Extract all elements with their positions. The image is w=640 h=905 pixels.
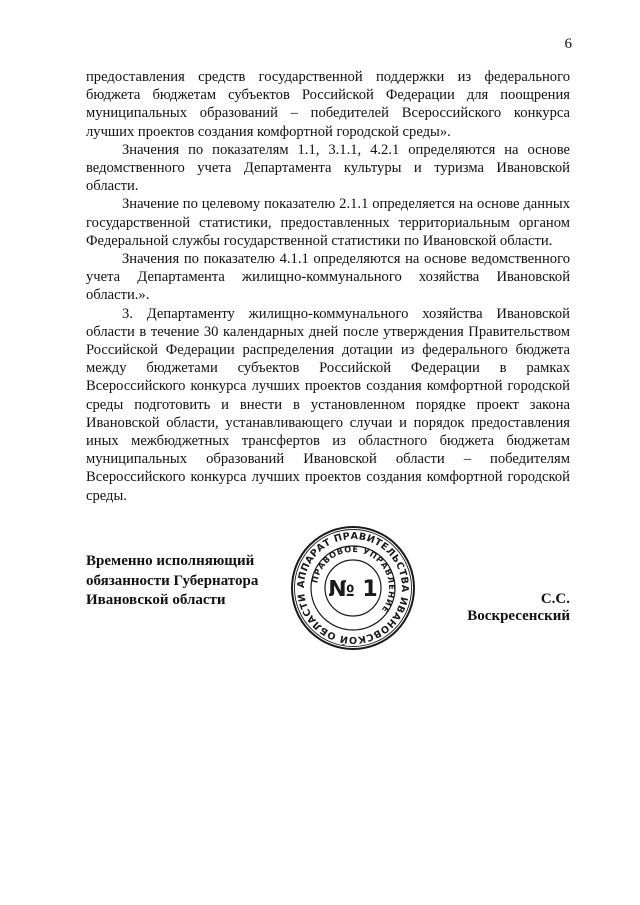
signatory-name: С.С. Воскресенский	[467, 591, 570, 624]
paragraph: предоставления средств государственной поддержки из федерального бюджета бюджетам субъектов Российской Федерации для поощрения муниципальных образований – победителей Всероссийского конкурса лучших проектов создания комфортной городской среды».	[86, 69, 570, 140]
document-body	[86, 68, 570, 505]
official-seal-stamp	[290, 525, 416, 651]
paragraph: Значения по показателю 4.1.1 определяются на основе ведомственного учета Департамента жилищно-коммунального хозяйства Ивановской области.».	[86, 251, 570, 304]
signatory-title	[86, 552, 258, 611]
signatory-title-line: Временно исполняющий	[86, 553, 255, 569]
stamp-inner-text: ПРАВОВОЕ УПРАВЛЕНИЕ	[309, 543, 398, 616]
signatory-title-line: обязанности Губернатора	[86, 572, 259, 589]
signatory-title-line: Ивановской области	[86, 592, 226, 608]
stamp-center-text: № 1	[328, 577, 378, 602]
page-number: 6	[564, 36, 572, 52]
stamp-outer-text: АППАРАТ ПРАВИТЕЛЬСТВА ИВАНОВСКОЙ ОБЛАСТИ	[295, 530, 411, 646]
paragraph: Значение по целевому показателю 2.1.1 определяется на основе данных государственной статистики, предоставленных территориальным органом Федеральной службы государственной статистики по Ивановской области.	[86, 196, 570, 249]
paragraph: Значения по показателям 1.1, 3.1.1, 4.2.1 определяются на основе ведомственного учета Департамента культуры и туризма Ивановской области.	[86, 141, 570, 195]
paragraph: 3. Департаменту жилищно-коммунального хозяйства Ивановской области в течение 30 календарных дней после утверждения Правительством Российской Федерации распределения дотации из федерального бюджета между бюджетами субъектов Российской Федерации в рамках Всероссийского конкурса лучших проектов создания комфортной городской среды подготовить и внести в установленном порядке проект закона Ивановской области, устанавливающего случаи и порядок предоставления иных межбюджетных трансфертов из областного бюджета бюджетам муниципальных образований Ивановской области – победителям Всероссийского конкурса лучших проектов создания комфортной городской среды.	[86, 305, 570, 504]
